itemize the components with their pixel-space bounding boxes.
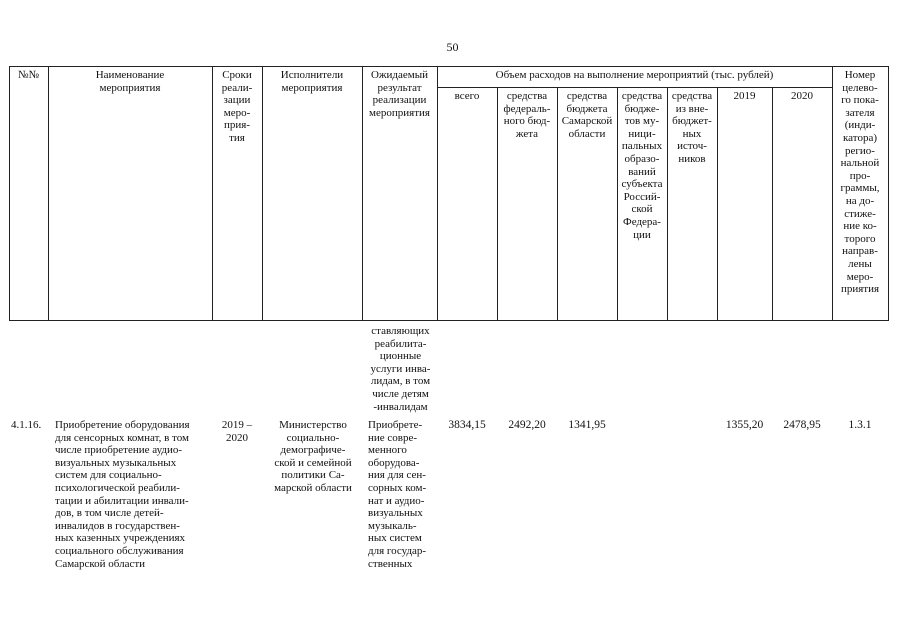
- header-name: Наименование мероприятия: [95, 69, 165, 94]
- header-expenses-group: Объем расходов на выполнение мероприятий (тыс. рублей): [495, 69, 774, 81]
- row-regional: 1341,95: [568, 419, 606, 431]
- header-indicator: Номер целево- го пока- зателя (инди- катора) регио- нальной про- граммы, на до- стиже- ние ко- торого направ- лены меро- приятия: [840, 69, 880, 296]
- continuation-result: ставляющих реабилита- ционные услуги инва- лидам, в том числе детям -инвалидам: [370, 325, 431, 413]
- row-terms: 2019 – 2020: [221, 419, 253, 444]
- row-result: Приобрете- ние совре- менного оборудова- ния для сен- сорных ком- нат и аудио- визуальных музыкаль- ных систем для государ- ственных: [368, 419, 427, 570]
- row-executors: Министерство социально- демографиче- ской и семейной политики Са- марской области: [274, 419, 352, 494]
- row-federal: 2492,20: [508, 419, 546, 431]
- header-municipal: средства бюдже- тов му- ници- пальных образо- ваний субъекта Россий- ской Федера- ции: [621, 90, 663, 241]
- header-result: Ожидаемый результат реализации мероприятия: [369, 69, 430, 119]
- page-number: 50: [446, 40, 459, 54]
- header-num: №№: [18, 69, 39, 81]
- row-total: 3834,15: [448, 419, 486, 431]
- header-2020: 2020: [791, 90, 813, 102]
- row-indicator: 1.3.1: [848, 419, 872, 431]
- header-executors: Исполнители мероприятия: [280, 69, 344, 94]
- header-regional: средства бюджета Самарской области: [561, 90, 613, 140]
- header-total: всего: [454, 90, 480, 102]
- row-name: Приобретение оборудования для сенсорных комнат, в том числе приобретение аудио- визуальных музыкальных систем для социально- психологической реабили- тации и абилитации инвали- дов, в том числе детей- инвалидов в государствен- ных казенных учреждениях социального обслуживания Самарской области: [55, 419, 190, 570]
- header-extra: средства из вне- бюджет- ных источ- ников: [671, 90, 713, 165]
- row-2020: 2478,95: [783, 419, 821, 431]
- header-terms: Сроки реали- зации меро- прия- тия: [221, 69, 253, 144]
- row-num: 4.1.16.: [11, 419, 42, 431]
- header-2019: 2019: [733, 90, 756, 102]
- row-2019: 1355,20: [725, 419, 764, 431]
- header-federal: средства федераль- ного бюд- жета: [503, 90, 551, 140]
